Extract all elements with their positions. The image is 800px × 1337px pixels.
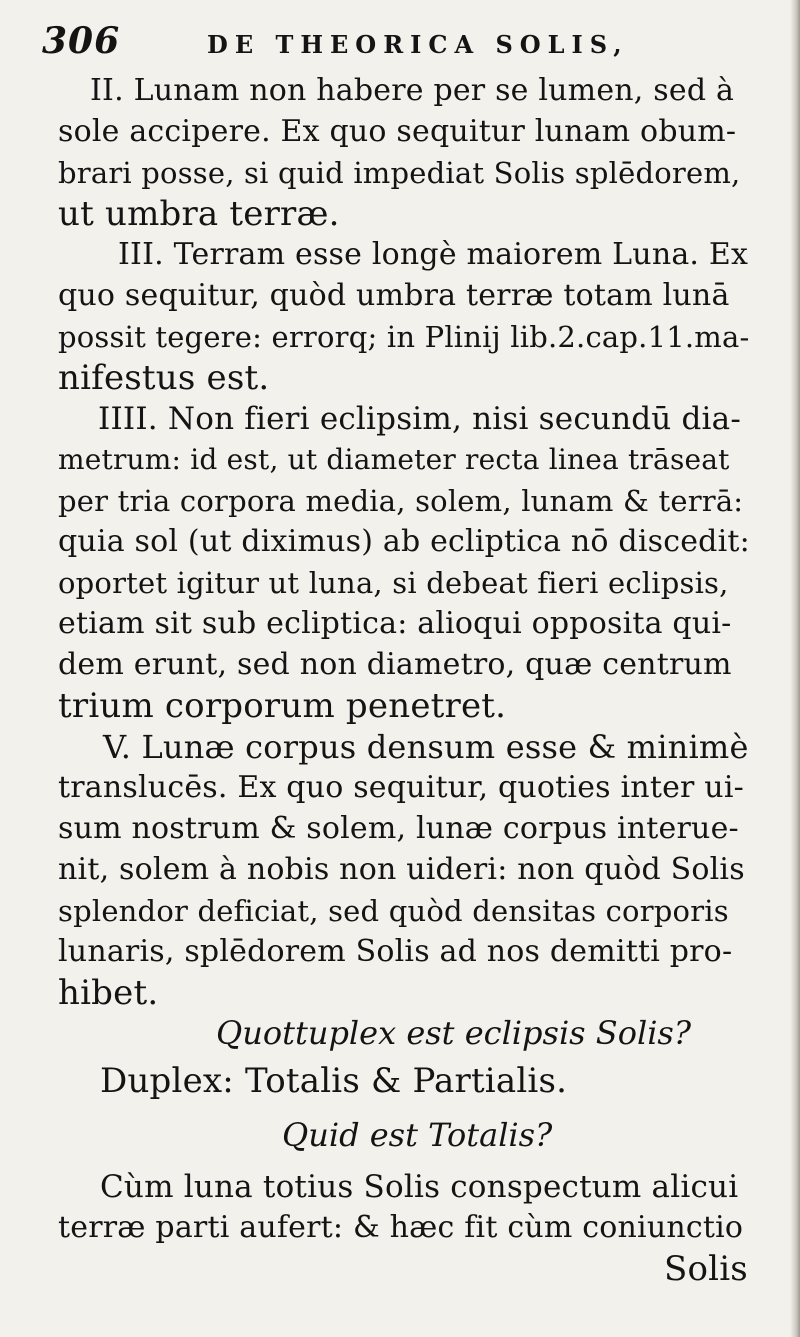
running-title: DE THEORICA SOLIS,	[207, 30, 629, 59]
answer-line: Duplex: Totalis & Partialis.	[100, 1061, 568, 1101]
question-heading: Quid est Totalis?	[282, 1116, 553, 1154]
text-line: possit tegere: errorq; in Plinij lib.2.cap.11.ma-	[58, 320, 750, 354]
text-line: lunaris, splēdorem Solis ad nos demitti pro-	[58, 934, 733, 969]
catchword: Solis	[664, 1249, 748, 1289]
answer-line: terræ parti aufert: & hæc fit cùm coniunctio	[58, 1210, 744, 1245]
text-line: IIII. Non fieri eclipsim, nisi secundū dia-	[98, 401, 742, 437]
text-line: sum nostrum & solem, lunæ corpus interue-	[58, 811, 739, 846]
text-line: dem erunt, sed non diametro, quæ centrum	[58, 647, 732, 682]
answer-line: Cùm luna totius Solis conspectum alicui	[100, 1169, 739, 1205]
text-line: translucēs. Ex quo sequitur, quoties inter ui-	[58, 770, 744, 805]
page-header	[42, 14, 762, 64]
page-number: 306	[42, 20, 121, 62]
text-line: sole accipere. Ex quo sequitur lunam obum-	[58, 114, 737, 149]
text-line: III. Terram esse longè maiorem Luna. Ex	[118, 237, 749, 272]
text-line: quia sol (ut diximus) ab ecliptica nō discedit:	[58, 524, 750, 559]
text-line: splendor deficiat, sed quòd densitas corporis	[58, 894, 729, 928]
text-line: etiam sit sub ecliptica: alioqui opposita qui-	[58, 606, 732, 641]
text-line: ut umbra terræ.	[58, 194, 340, 234]
question-heading: Quottuplex est eclipsis Solis?	[216, 1014, 691, 1052]
text-line: II. Lunam non habere per se lumen, sed à	[90, 73, 735, 108]
text-line: trium corporum penetret.	[58, 686, 507, 726]
text-line: quo sequitur, quòd umbra terræ totam lunā	[58, 278, 730, 313]
text-line: per tria corpora media, solem, lunam & terrā:	[58, 484, 744, 518]
text-line: nifestus est.	[58, 358, 270, 398]
text-line: oportet igitur ut luna, si debeat fieri eclipsis,	[58, 566, 729, 600]
text-line: V. Lunæ corpus densum esse & minimè	[103, 728, 749, 766]
text-line: hibet.	[58, 973, 159, 1013]
text-line: metrum: id est, ut diameter recta linea trāseat	[58, 443, 730, 476]
text-line: nit, solem à nobis non uideri: non quòd Solis	[58, 852, 745, 887]
text-line: brari posse, si quid impediat Solis splēdorem,	[58, 156, 741, 190]
page-edge	[790, 0, 800, 1337]
